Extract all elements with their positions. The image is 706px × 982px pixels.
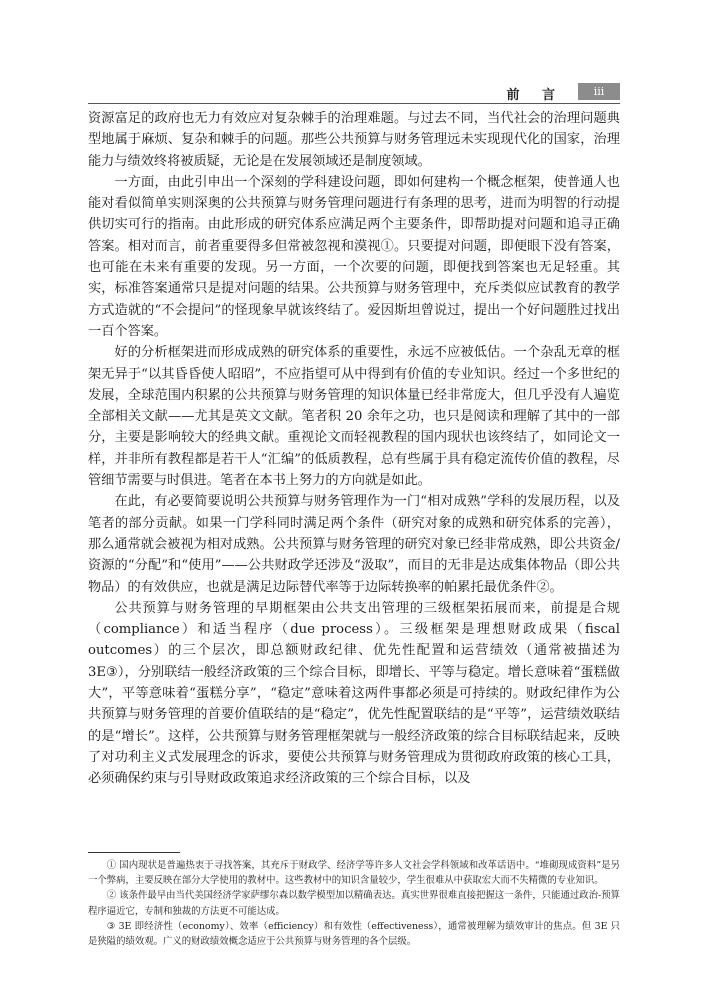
paragraph: 在此，有必要简要说明公共预算与财务管理作为一门“相对成熟”学科的发展历程，以及笔者的部分贡献。如果一门学科同时满足两个条件（研究对象的成熟和研究体系的完善），那么通常就会被视为相对成熟。公共预算与财务管理的研究对象已经非常成熟，即公共资金/资源的“分配”和“使用”——公共财政学还涉及“汲取”，而目的无非是达成集体物品（即公共物品）的有效供应，也就是满足边际替代率等于边际转换率的帕累托最优条件②。 bbox=[88, 494, 620, 595]
footnote-rule bbox=[88, 852, 180, 853]
running-header bbox=[88, 82, 620, 102]
paragraph: 资源富足的政府也无力有效应对复杂棘手的治理难题。与过去不同，当代社会的治理问题典型地属于麻烦、复杂和棘手的问题。那些公共预算与财务管理远未实现现代化的国家，治理能力与绩效终将被质疑，无论是在发展领域还是制度领域。 bbox=[88, 111, 620, 169]
paragraph: 公共预算与财务管理的早期框架由公共支出管理的三级框架拓展而来，前提是合规（compliance）和适当程序（due process）。三级框架是理想财政成果（fiscal outcomes）的三个层次，即总额财政纪律、优先性配置和运营绩效（通常被描述为 3E③），分别联结一般经济政策的三个综合目标，即增长、平等与稳定。增长意味着“蛋糕做大”，平等意味着“蛋糕分享”，“稳定”意味着这两件事都必须是可持续的。财政纪律作为公共预算与财务管理的首要价值联结的是“稳定”，优先性配置联结的是“平等”，运营绩效联结的是“增长”。这样，公共预算与财务管理框架就与一般经济政策的综合目标联结起来，反映了对功利主义式发展理念的诉求，要使公共预算与财务管理成为贯彻政府政策的核心工具，必须确保约束与引导财政政策追求经济政策的三个综合目标，以及 bbox=[88, 600, 620, 787]
footnote: ① 国内现状是普遍热衷于寻找答案，其充斥于财政学、经济学等许多人文社会学科领域和改革话语中。“堆砌现成资料”是另一个弊病，主要反映在部分大学使用的教材中。这些教材中的知识含量较少，学生很难从中获取宏大而不失精微的专业知识。 bbox=[88, 860, 620, 887]
footnote: ③ 3E 即经济性（economy）、效率（efficiency）和有效性（effectiveness），通常被理解为绩效审计的焦点。但 3E 只是狭隘的绩效观。广义的财政绩效概念适应于公共预算与财务管理的各个层级。 bbox=[88, 920, 620, 948]
chapter-title: 前 言 bbox=[506, 88, 556, 103]
body-text bbox=[88, 108, 620, 790]
paragraph: 一方面，由此引申出一个深刻的学科建设问题，即如何建构一个概念框架，使普通人也能对看似简单实则深奥的公共预算与财务管理问题进行有条理的思考，进而为明智的行动提供切实可行的指南。由此形成的研究体系应满足两个主要条件，即帮助提对问题和追寻正确答案。相对而言，前者重要得多但常被忽视和漠视①。只要提对问题，即便眼下没有答案，也可能在未来有重要的发现。另一方面，一个次要的问题，即便找到答案也无足轻重。其实，标准答案通常只是提对问题的结果。公共预算与财务管理中，充斥类似应试教育的教学方式造就的“不会提问”的怪现象早就该终结了。爱因斯坦曾说过，提出一个好问题胜过找出一百个答案。 bbox=[88, 174, 620, 339]
paragraph: 好的分析框架进而形成成熟的研究体系的重要性，永远不应被低估。一个杂乱无章的框架无异于“以其昏昏使人昭昭”，不应指望可从中得到有价值的专业知识。经过一个多世纪的发展，全球范围内积累的公共预算与财务管理的知识体量已经非常庞大，但几乎没有人遍览全部相关文献——尤其是英文文献。笔者积 20 余年之功，也只是阅读和理解了其中的一部分，主要是影响较大的经典文献。重视论文而轻视教程的国内现状也该终结了，如同论文一样，并非所有教程都是若干人“汇编”的低质教程，总有些属于具有稳定流传价值的教程，尽管细节需要与时俱进。笔者在本书上努力的方向就是如此。 bbox=[88, 345, 620, 489]
page-number: iii bbox=[578, 83, 620, 100]
footnote: ② 该条件最早由当代美国经济学家萨缪尔森以数学模型加以精确表达。真实世界很难直接把握这一条件，只能通过政治-预算程序逼近它，专制和独裁的方法更不可能达成。 bbox=[88, 890, 620, 917]
footnotes bbox=[88, 858, 620, 949]
header-rule bbox=[88, 103, 620, 104]
